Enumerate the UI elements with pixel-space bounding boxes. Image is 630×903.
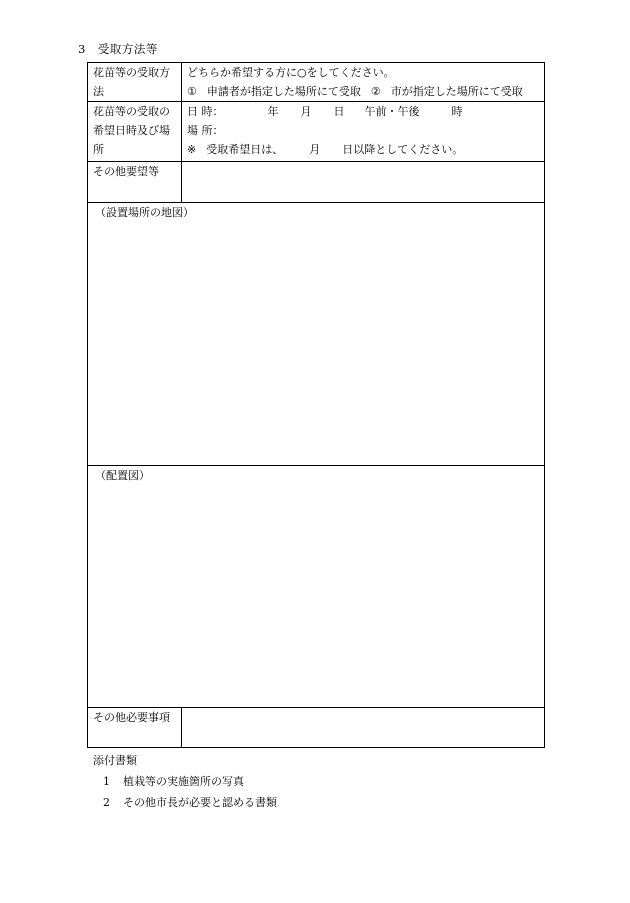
site-map-field[interactable] [88,203,545,466]
hour-unit: 時 [451,105,463,118]
section-title: 受取方法等 [97,42,158,56]
pickup-method-value-cell[interactable] [182,63,545,102]
option1-mark[interactable]: ① [187,85,197,98]
datetime-label: 日 時： [187,105,224,118]
datetime-line [187,102,544,121]
layout-plan-label: （配置図） [95,469,150,482]
note-prefix: 受取希望日は、 [206,143,284,156]
section-heading [78,41,158,57]
ampm-choice[interactable]: 午前・午後 [364,105,420,118]
attachment-item-text: その他市長が必要と認める書類 [123,796,277,809]
layout-plan-row [88,466,545,708]
pickup-method-instruction: どちらか希望する方に○をしてください。 [187,66,395,79]
pickup-datetime-label-cell [88,102,182,162]
other-required-row [88,708,545,748]
note-suffix: 日以降としてください。 [342,143,464,156]
layout-plan-field[interactable] [88,466,545,708]
year-unit: 年 [267,105,279,118]
site-map-label: （設置場所の地図） [95,206,194,219]
pickup-method-label-cell [88,63,182,102]
other-requests-row [88,162,545,203]
attachment-item-number: 1 [103,775,110,788]
pickup-method-row [88,63,545,102]
pickup-method-options [187,82,544,101]
other-required-label: その他必要事項 [88,708,182,748]
pickup-datetime-row [88,102,545,162]
other-requests-label: その他要望等 [88,162,182,203]
note-month: 月 [309,143,321,156]
attachment-item-number: 2 [103,796,110,809]
attachments-heading: 添付書類 [93,754,137,767]
other-required-field[interactable] [182,708,545,748]
option1-text[interactable]: 申請者が指定した場所にて受取 [206,85,361,98]
attachment-item [103,794,277,810]
pickup-datetime-label-line2: 希望日時及び場 [93,124,170,137]
pickup-method-label-line2: 法 [93,85,104,98]
pickup-method-label-line1: 花苗等の受取方 [93,66,170,79]
site-map-row [88,203,545,466]
day-unit: 日 [333,105,345,118]
option2-mark[interactable]: ② [370,85,381,98]
place-label: 場 所： [187,124,224,137]
pickup-datetime-value-cell[interactable] [182,102,545,162]
month-unit: 月 [300,105,312,118]
attachment-item-text: 植栽等の実施箇所の写真 [123,775,244,788]
pickup-note-line [187,140,544,159]
option2-text[interactable]: 市が指定した場所にて受取 [390,85,523,98]
pickup-datetime-label-line1: 花苗等の受取の [93,105,170,118]
place-line [187,121,544,140]
attachment-item [103,773,244,789]
pickup-datetime-label-line3: 所 [93,143,104,156]
note-mark: ※ [187,143,197,156]
other-requests-field[interactable] [182,162,545,203]
section-number: 3 [78,42,86,56]
pickup-form-table [87,62,545,748]
